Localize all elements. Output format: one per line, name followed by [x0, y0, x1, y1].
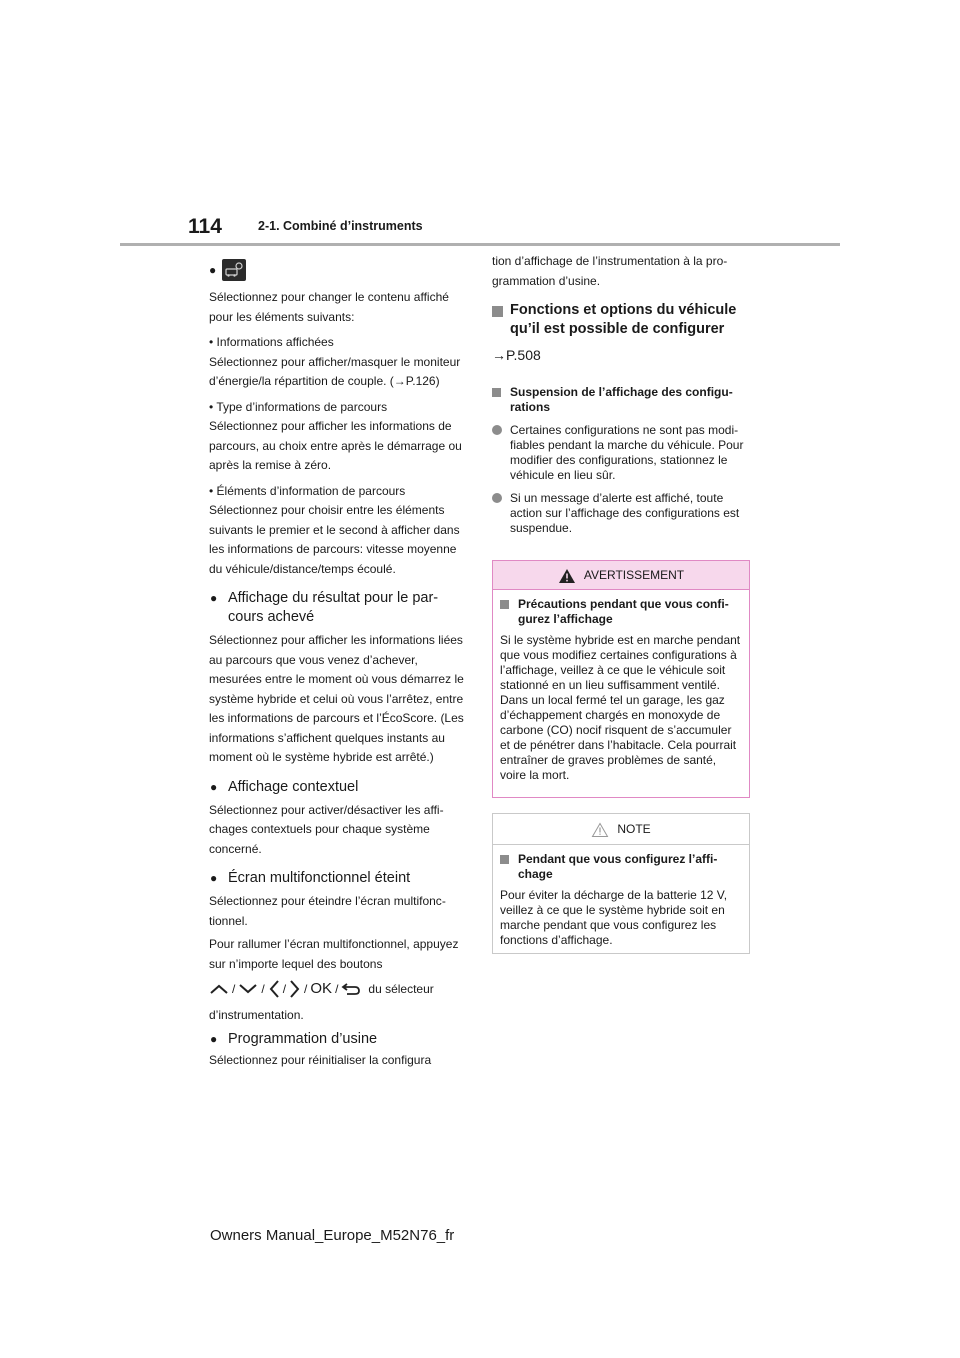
right-column: [492, 252, 752, 536]
warning-label: AVERTISSEMENT: [583, 568, 685, 582]
bullet-dot: ●: [210, 591, 218, 605]
note-title-row: [500, 852, 743, 882]
nav-suffix: du sélecteur: [368, 982, 434, 996]
circle-marker: [492, 425, 502, 435]
icon-bullet: [209, 256, 464, 284]
item-text: Sélectionnez pour afficher les informations de parcours, au choix entre après le démarrage ou après la remise à zéro.: [209, 419, 462, 472]
note-title: Pendant que vous configurez l’affichage: [518, 852, 718, 881]
nav-end: d’instrumentation.: [209, 1008, 304, 1022]
square-marker: [500, 855, 509, 864]
back-arrow-icon: [341, 982, 361, 996]
ok-label: OK: [310, 980, 333, 997]
item-text: Sélectionnez pour choisir entre les éléments suivants le premier et le second à afficher dans les informations de parcours: vitesse moyenne du véhicule/distance/temps écoulé.: [209, 503, 460, 576]
suspension-title: Suspension de l’affichage des configurations: [510, 385, 733, 414]
warning-header: [493, 561, 749, 590]
fonctions-heading: [492, 301, 752, 339]
item-title: • Type d’informations de parcours: [209, 399, 388, 414]
warning-title-row: [500, 597, 743, 627]
warning-text: Si le système hybride est en marche pendant que vous modifiez certaines configurations à l’affichage, veillez à ce que le véhicule soit stationné en un lieu suffisamment ventilé. Dans un local fermé tel un garage, les gaz d’échappement chargés en monoxyde de carbone (CO) nocif risquent de s’accumuler et de pénétrer dans l’habitacle. Cela pourrait entraîner de graves problèmes de santé, voire la mort.: [500, 633, 741, 782]
bullet-heading: [209, 589, 464, 627]
warning-body: [493, 590, 749, 783]
square-marker: [492, 306, 503, 317]
bullet-section: [209, 778, 464, 860]
bullet-heading-text: Affichage contextuel: [228, 778, 359, 795]
bullet-text: Sélectionnez pour afficher les informations liées au parcours que vous venez d’achever, mesurées entre le moment où vous démarrez le système hybride et celui où vous l’arrêtez, entre les informations de parcours et l’ÉcoScore. (Les informations s’affichent quelques instants au moment où le système hybride est arrêté.): [209, 633, 464, 764]
intro-text: Sélectionnez pour changer le contenu affiché pour les éléments suivants:: [209, 290, 449, 324]
list-item-text: Si un message d’alerte est affiché, toute action sur l’affichage des configurations est suspendue.: [510, 491, 740, 535]
warning-box: [492, 560, 750, 798]
bullet-heading: [209, 1030, 464, 1049]
separator: /: [304, 982, 308, 996]
rallumer-text: Pour rallumer l’écran multifonctionnel, appuyez sur n’importe lequel des boutons: [209, 937, 459, 971]
left-column: [209, 256, 464, 1070]
item-text: Sélectionnez pour afficher/masquer le moniteur d’énergie/la répartition de couple. (→P.126): [209, 354, 461, 388]
list-item: [492, 491, 752, 536]
item-title: • Informations affichées: [209, 335, 334, 349]
bullet-text: Sélectionnez pour réinitialiser la configura: [209, 1052, 432, 1067]
footer-text: Owners Manual_Europe_M52N76_fr: [210, 1227, 455, 1244]
bullet-heading-text: Programmation d’usine: [228, 1030, 378, 1047]
item-title: • Éléments d’information de parcours: [209, 483, 406, 498]
bullet-text: Sélectionnez pour éteindre l’écran multifonctionnel.: [209, 894, 446, 928]
bullet-heading-text: Affichage du résultat pour le parcours achevé: [228, 590, 439, 625]
continuation-text: tion d’affichage de l’instrumentation à la programmation d’usine.: [492, 254, 728, 288]
note-body: [493, 845, 749, 948]
header-rule: [120, 243, 840, 246]
note-box: [492, 813, 750, 954]
bullet-dot: ●: [209, 263, 217, 277]
bullet-text: Sélectionnez pour activer/désactiver les affichages contextuels pour chaque système concerné.: [209, 802, 444, 856]
page-number: 114: [188, 215, 222, 238]
chevron-down-icon: [238, 983, 258, 995]
bullet-section: [209, 869, 464, 1026]
fonctions-title: Fonctions et options du véhicule qu’il est possible de configurer: [510, 302, 737, 337]
bullet-dot: ●: [210, 779, 218, 794]
chevron-up-icon: [209, 983, 229, 995]
fonctions-ref: →P.508: [492, 347, 541, 363]
suspension-heading: [492, 385, 752, 415]
list-item: [492, 423, 752, 483]
circle-marker: [492, 493, 502, 503]
square-marker: [492, 388, 501, 397]
note-label: NOTE: [617, 822, 651, 836]
section-title: 2-1. Combiné d’instruments: [258, 219, 423, 233]
info-item: [209, 482, 464, 580]
note-text: Pour éviter la décharge de la batterie 12 V, veillez à ce que le système hybride soit en marche pendant que vous configurez les fonctions d’affichage.: [500, 888, 728, 947]
bullet-dot: ●: [210, 1031, 218, 1046]
separator: /: [232, 982, 236, 996]
separator: /: [335, 982, 339, 996]
chevron-right-icon: [289, 979, 301, 999]
caution-outline-icon: [591, 822, 609, 838]
warning-title: Précautions pendant que vous configurez l’affichage: [518, 597, 729, 626]
warning-icon: [558, 568, 576, 584]
bullet-section: [209, 1030, 464, 1071]
bullet-heading: [209, 778, 464, 797]
bullet-heading-text: Écran multifonctionnel éteint: [228, 870, 411, 886]
info-item: [209, 333, 464, 392]
square-marker: [500, 600, 509, 609]
navigation-buttons-row: [209, 978, 464, 1000]
list-item-text: Certaines configurations ne sont pas modifiables pendant la marche du véhicule. Pour modifier des configurations, stationnez le véhicule en lieu sûr.: [510, 423, 744, 482]
chevron-left-icon: [268, 979, 280, 999]
bullet-section: [209, 589, 464, 768]
separator: /: [282, 982, 287, 996]
bullet-heading: [209, 869, 464, 888]
bullet-dot: ●: [210, 871, 218, 885]
info-item: [209, 398, 464, 476]
vehicle-settings-icon: [222, 259, 246, 281]
separator: /: [261, 982, 265, 996]
note-header: [493, 814, 749, 845]
